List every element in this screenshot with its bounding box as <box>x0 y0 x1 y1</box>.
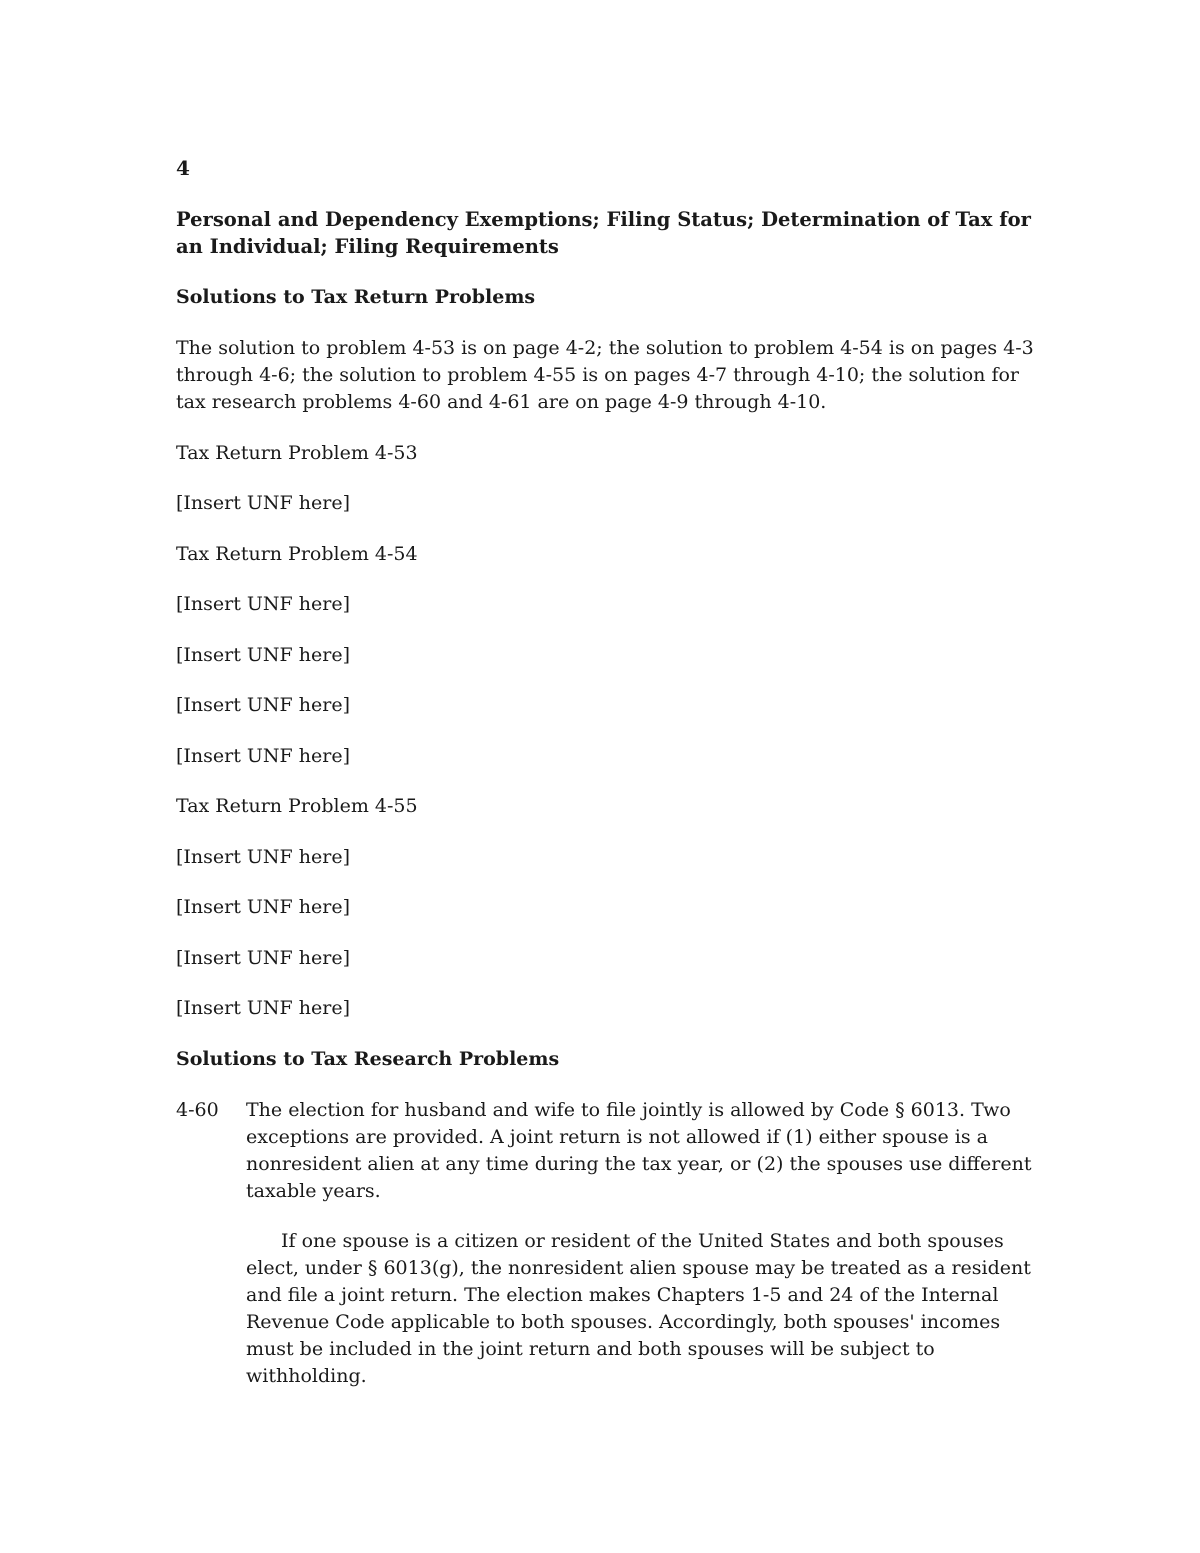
unf-placeholder: [Insert UNF here] <box>176 997 350 1019</box>
document-page <box>176 154 1036 1437</box>
problem-label-4-54: Tax Return Problem 4-54 <box>176 542 418 565</box>
unf-placeholder: [Insert UNF here] <box>176 492 350 514</box>
unf-placeholder: [Insert UNF here] <box>176 694 350 716</box>
unf-placeholder: [Insert UNF here] <box>176 946 350 969</box>
problem-label-4-55: Tax Return Problem 4-55 <box>176 795 418 817</box>
unf-placeholder: [Insert UNF here] <box>176 896 350 918</box>
research-paragraph-1: The election for husband and wife to file jointly is allowed by Code § 6013. Two exceptions are provided. A joint return is not allowed if (1) either spouse is a nonresident alien at any time during the tax year, or (2) the spouses use different taxable years. <box>246 1098 1032 1202</box>
unf-placeholder: [Insert UNF here] <box>176 643 350 666</box>
research-problem-number: 4-60 <box>176 1098 219 1121</box>
tax-return-heading: Solutions to Tax Return Problems <box>176 286 536 308</box>
unf-placeholder: [Insert UNF here] <box>176 845 350 868</box>
chapter-title: Personal and Dependency Exemptions; Filing Status; Determination of Tax for an Individual; Filing Requirements <box>176 208 1031 258</box>
intro-paragraph: The solution to problem 4-53 is on page 4-2; the solution to problem 4-54 is on pages 4-3 through 4-6; the solution to problem 4-55 is on pages 4-7 through 4-10; the solution for tax research problems 4-60 and 4-61 are on page 4-9 through 4-10. <box>176 337 1034 413</box>
unf-placeholder: [Insert UNF here] <box>176 744 350 767</box>
chapter-number: 4 <box>176 156 190 180</box>
research-paragraph-2: If one spouse is a citizen or resident of the United States and both spouses elect, under § 6013(g), the nonresident alien spouse may be treated as a resident and file a joint return. The election makes Chapters 1-5 and 24 of the Internal Revenue Code applicable to both spouses. Accordingly, both spouses' incomes must be included in the joint return and both spouses will be subject to withholding. <box>246 1230 1031 1387</box>
unf-placeholder: [Insert UNF here] <box>176 593 350 615</box>
research-problem-4-60 <box>176 1097 1036 1414</box>
research-problem-body <box>246 1097 1036 1414</box>
problem-label-4-53: Tax Return Problem 4-53 <box>176 441 418 464</box>
tax-research-heading: Solutions to Tax Research Problems <box>176 1047 560 1070</box>
